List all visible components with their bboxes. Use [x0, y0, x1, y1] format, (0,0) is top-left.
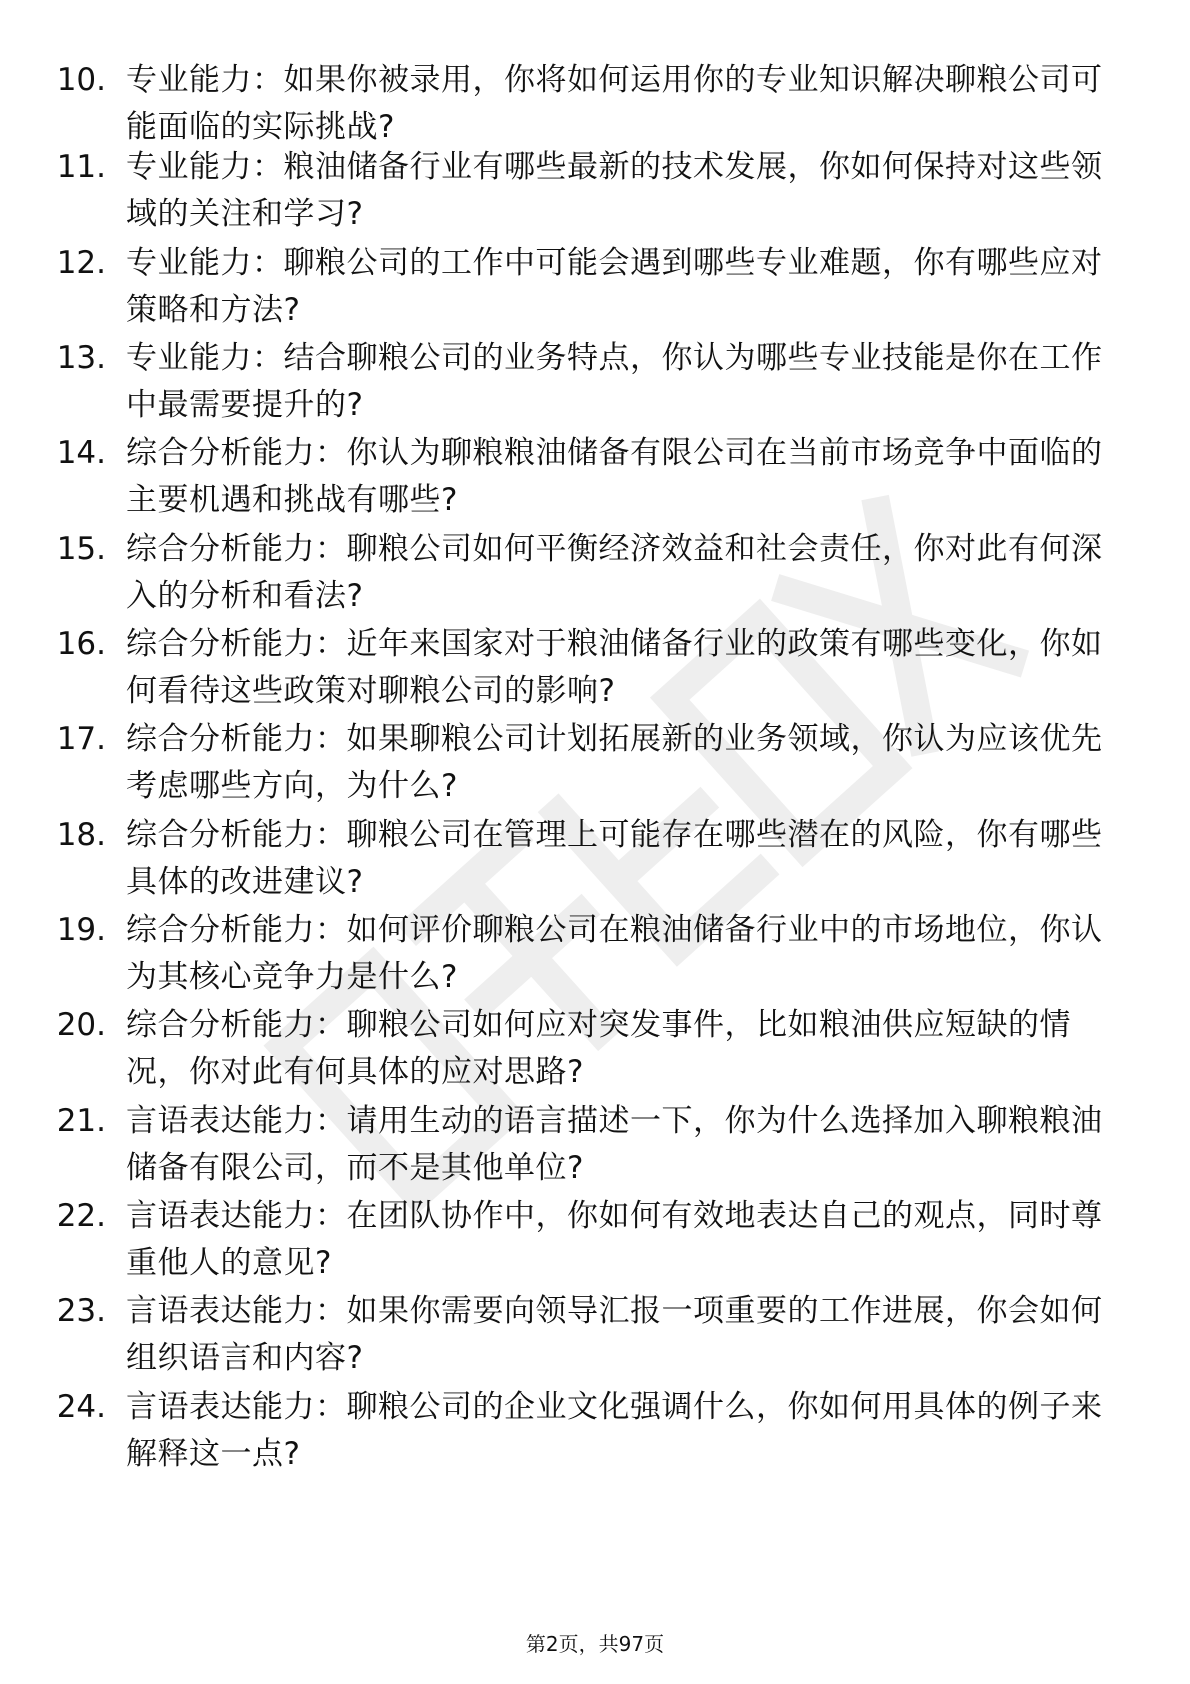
question-item — [0, 812, 1190, 902]
question-item — [0, 1193, 1190, 1283]
question-number: 24. — [56, 1389, 106, 1425]
question-item — [0, 526, 1190, 616]
question-text: 综合分析能力：近年来国家对于粮油储备行业的政策有哪些变化，你如何看待这些政策对聊粮公司的影响? — [126, 626, 1103, 709]
question-number: 18. — [56, 817, 106, 853]
question-text: 综合分析能力：如果聊粮公司计划拓展新的业务领域，你认为应该优先考虑哪些方向，为什么? — [126, 721, 1103, 804]
question-text: 专业能力：如果你被录用，你将如何运用你的专业知识解决聊粮公司可能面临的实际挑战? — [126, 62, 1103, 145]
question-text: 综合分析能力：你认为聊粮粮油储备有限公司在当前市场竞争中面临的主要机遇和挑战有哪些? — [126, 435, 1103, 518]
question-item — [0, 1288, 1190, 1378]
question-number: 13. — [56, 340, 106, 376]
question-text: 综合分析能力：如何评价聊粮公司在粮油储备行业中的市场地位，你认为其核心竞争力是什么? — [126, 912, 1103, 995]
question-item — [0, 144, 1190, 234]
question-item — [0, 1098, 1190, 1188]
question-number: 22. — [56, 1198, 106, 1234]
question-number: 19. — [56, 912, 106, 948]
question-item — [0, 1002, 1190, 1092]
question-number: 21. — [56, 1103, 106, 1139]
question-number: 10. — [56, 62, 106, 98]
question-text: 综合分析能力：聊粮公司如何应对突发事件，比如粮油供应短缺的情况，你对此有何具体的应对思路? — [126, 1007, 1071, 1090]
page-number-footer: 第2页，共97页 — [525, 1632, 665, 1656]
question-item — [0, 240, 1190, 330]
question-item — [0, 430, 1190, 520]
question-text: 综合分析能力：聊粮公司如何平衡经济效益和社会责任，你对此有何深入的分析和看法? — [126, 531, 1103, 614]
question-text: 言语表达能力：如果你需要向领导汇报一项重要的工作进展，你会如何组织语言和内容? — [126, 1293, 1103, 1376]
question-text: 言语表达能力：在团队协作中，你如何有效地表达自己的观点，同时尊重他人的意见? — [126, 1198, 1103, 1281]
question-number: 17. — [56, 721, 106, 757]
question-item — [0, 1384, 1190, 1474]
question-number: 15. — [56, 531, 106, 567]
question-text: 言语表达能力：请用生动的语言描述一下，你为什么选择加入聊粮粮油储备有限公司，而不是其他单位? — [126, 1103, 1103, 1186]
question-item — [0, 907, 1190, 997]
question-item — [0, 621, 1190, 711]
question-text: 专业能力：结合聊粮公司的业务特点，你认为哪些专业技能是你在工作中最需要提升的? — [126, 340, 1103, 423]
question-text: 综合分析能力：聊粮公司在管理上可能存在哪些潜在的风险，你有哪些具体的改进建议? — [126, 817, 1103, 900]
question-text: 言语表达能力：聊粮公司的企业文化强调什么，你如何用具体的例子来解释这一点? — [126, 1389, 1103, 1472]
question-number: 12. — [56, 245, 106, 281]
question-number: 16. — [56, 626, 106, 662]
question-number: 14. — [56, 435, 106, 471]
question-text: 专业能力：粮油储备行业有哪些最新的技术发展，你如何保持对这些领域的关注和学习? — [126, 149, 1103, 232]
question-number: 23. — [56, 1293, 106, 1329]
question-item — [0, 335, 1190, 425]
question-item — [0, 57, 1190, 147]
question-item — [0, 716, 1190, 806]
question-number: 11. — [56, 149, 106, 185]
question-number: 20. — [56, 1007, 106, 1043]
question-text: 专业能力：聊粮公司的工作中可能会遇到哪些专业难题，你有哪些应对策略和方法? — [126, 245, 1103, 328]
